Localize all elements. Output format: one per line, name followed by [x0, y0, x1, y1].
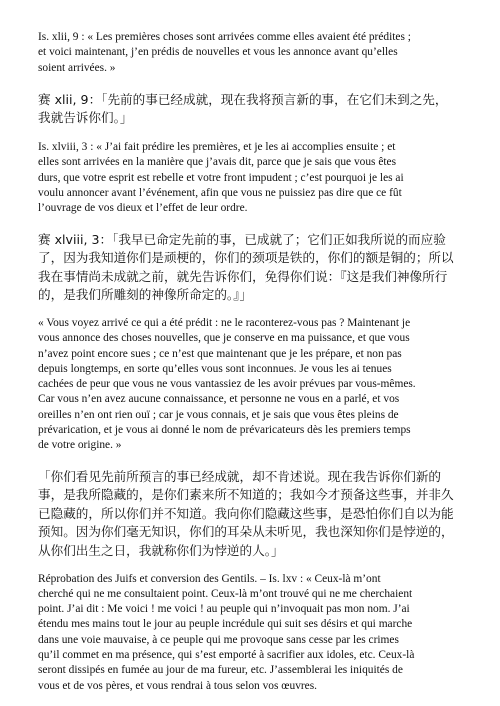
chinese-passage-continuation: 「你们看见先前所预言的事已经成就，却不肯述说。现在我告诉你们新的 事，是我所隐藏的，是你们素来所不知道的；我如今才预备这些事，并非久 已隐藏的，所以你们并不知道。我向你们隐藏这些事，是恐怕你们自以为能 预知。因为你们毫无知识，你们的耳朵从未听见，我也深知你们是悖逆的， 从你们出生之日，我就称你们为悖逆的人。」 [38, 468, 454, 558]
french-passage-isaiah-42-9: Is. xlii, 9 : « Les premières choses sont arrivées comme elles avaient été prédites ; et voici maintenant, j’en prédis de nouvelles et vous les annonce avant qu’elles soient arrivées. » [38, 31, 411, 74]
chinese-passage-isaiah-48-3: 赛 xlviii, 3：「我早已命定先前的事，已成就了；它们正如我所说的而应验 了，因为我知道你们是顽梗的，你们的颈项是铁的，你们的额是铜的；所以 我在事情尚未成就之前，就先告诉你们，免得你们说：『这是我们神像所行 的，是我们所雕刻的神像所命定的。』」 [38, 231, 454, 303]
french-passage-isaiah-48-3: Is. xlviii, 3 : « J’ai fait prédire les premières, et je les ai accomplies ensuite ; et elles sont arrivées en la manière que j’avais dit, parce que je sais que vous êtes durs, que votre esprit est rebelle et votre front impudent ; c’est pourquoi je les ai voulu annoncer avant l’événement, afin que vous ne puissiez pas dire que ce fût l’ouvrage de vos dieux et l’effet de leur ordre. [38, 141, 404, 215]
document-page [38, 30, 476, 706]
chinese-passage-isaiah-42-9: 赛 xlii, 9：「先前的事已经成就，现在我将预言新的事，在它们未到之先， 我就告诉你们。」 [38, 91, 448, 126]
french-passage-isaiah-65: Réprobation des Juifs et conversion des Gentils. – Is. lxv : « Ceux-là m’ont cherché qui ne me consultaient point. Ceux-là m’ont trouvé qui ne me cherchaient point. J’ai dit : Me voici ! me voici ! au peuple qui n’invoquait pas mon nom. J’ai étendu mes mains tout le jour au peuple incrédule qui suit ses désirs et qui marche dans une voie mauvaise, à ce peuple qui me provoque sans cesse par les crimes qu’il commet en ma présence, qui s’est emporté à sacrifier aux idoles, etc. Ceux-là seront dissipés en fumée au jour de ma fureur, etc. J’assemblerai les iniquités de vous et de vos pères, et vous rendrai à tous selon vos œuvres. [38, 572, 415, 692]
french-passage-continuation: « Vous voyez arrivé ce qui a été prédit : ne le raconterez-vous pas ? Maintenant je vous annonce des choses nouvelles, que je conserve en ma puissance, et que vous n’avez point encore sues ; ce n’est que maintenant que je les prépare, et non pas depuis longtemps, en sorte qu’elles vous sont inconnues. Je vous les ai tenues cachées de peur que vous ne vous vantassiez de les avoir prévues par vous-mêmes. Car vous n’en avez aucune connaissance, et personne ne vous en a parlé, et vos oreilles n’en ont rien ouï ; car je vous connais, et je sais que vous êtes pleins de prévarication, et je vous ai donné le nom de prévaricateurs dès les premiers temps de votre origine. » [38, 316, 416, 452]
